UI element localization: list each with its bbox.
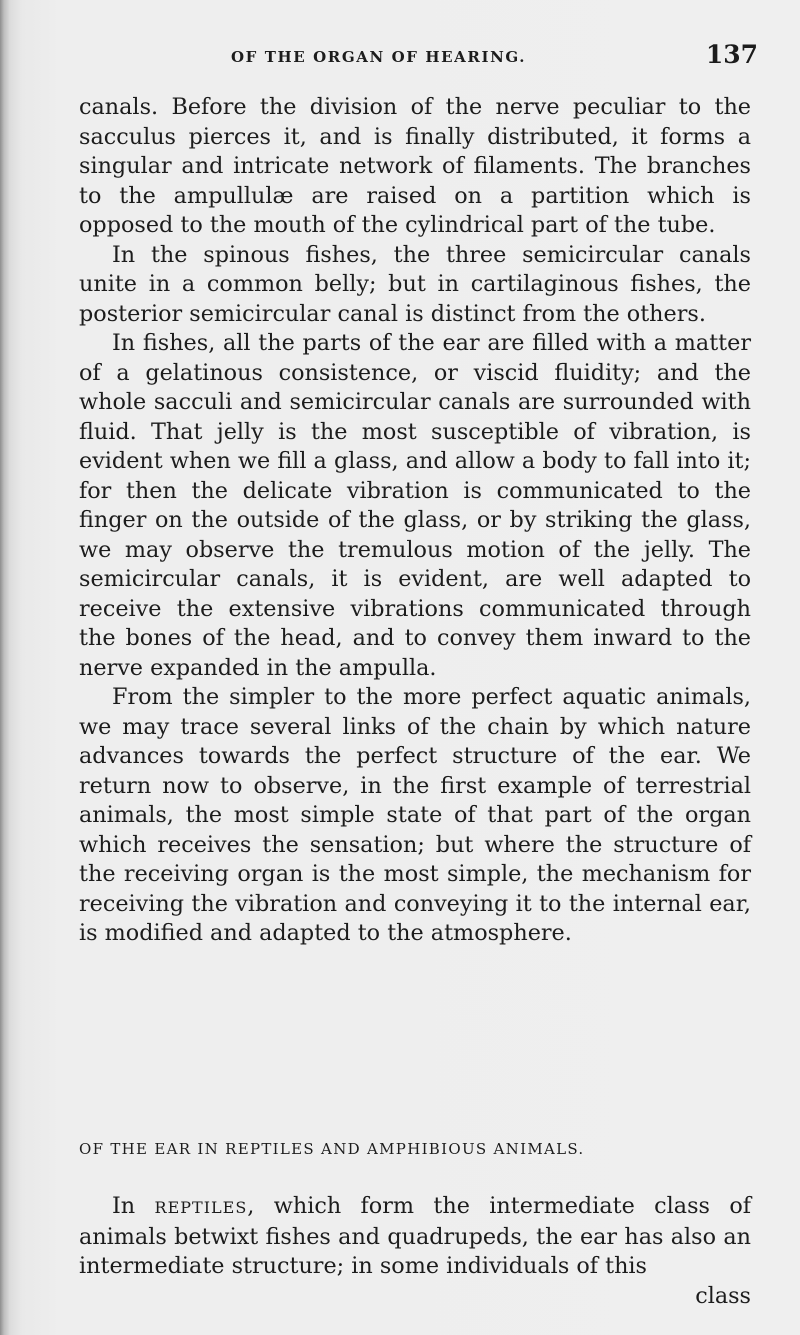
catchword: class bbox=[695, 1282, 751, 1309]
small-caps-term: REPTILES bbox=[154, 1198, 248, 1217]
catchword-line bbox=[79, 1282, 751, 1312]
page-number: 137 bbox=[705, 40, 758, 69]
paragraph-4: From the simpler to the more perfect aquatic animals, we may trace several links of the chain by which nature advances towards the perfect structure of the ear. We return now to observe, in the first example of terrestrial animals, the most simple state of that part of the organ which receives the sensation; but where the structure of the receiving organ is the most simple, the mechanism for receiving the vibration and conveying it to the internal ear, is modified and adapted to the atmosphere. bbox=[79, 684, 751, 946]
paragraph-2: In the spinous fishes, the three semicircular canals unite in a common belly; but in cartilaginous fishes, the posterior semicircular canal is distinct from the others. bbox=[79, 241, 751, 327]
paragraph-1: canals. Before the division of the nerve peculiar to the sacculus pierces it, and is finally distributed, it forms a singular and intricate network of filaments. The branches to the ampullulæ are raised on a partition which is opposed to the mouth of the cylindrical part of the tube. bbox=[79, 94, 751, 238]
paragraph-5 bbox=[79, 1192, 751, 1282]
paragraph-3: In fishes, all the parts of the ear are filled with a matter of a gelatinous consistence, or viscid fluidity; and the whole sacculi and semicircular canals are surrounded with fluid. That jelly is the most susceptible of vibration, is evident when we fill a glass, and allow a body to fall into it; for then the delicate vibration is communicated to the finger on the outside of the glass, or by striking the glass, we may observe the tremulous motion of the jelly. The semicircular canals, it is evident, are well adapted to receive the extensive vibrations communicated through the bones of the head, and to convey them inward to the nerve expanded in the ampulla. bbox=[79, 330, 751, 681]
section-heading: OF THE EAR IN REPTILES AND AMPHIBIOUS ANIMALS. bbox=[79, 1140, 585, 1158]
running-head: OF THE ORGAN OF HEARING. bbox=[231, 48, 527, 66]
paragraph-5-text: , which form the intermediate class of animals betwixt fishes and quadrupeds, the ear has also an intermediate structure; in some individuals of this bbox=[79, 1193, 751, 1279]
page-header bbox=[0, 42, 800, 76]
body-text bbox=[79, 93, 751, 949]
paragraph-5-lead: In bbox=[112, 1193, 155, 1219]
paragraph-reptiles bbox=[79, 1192, 751, 1311]
